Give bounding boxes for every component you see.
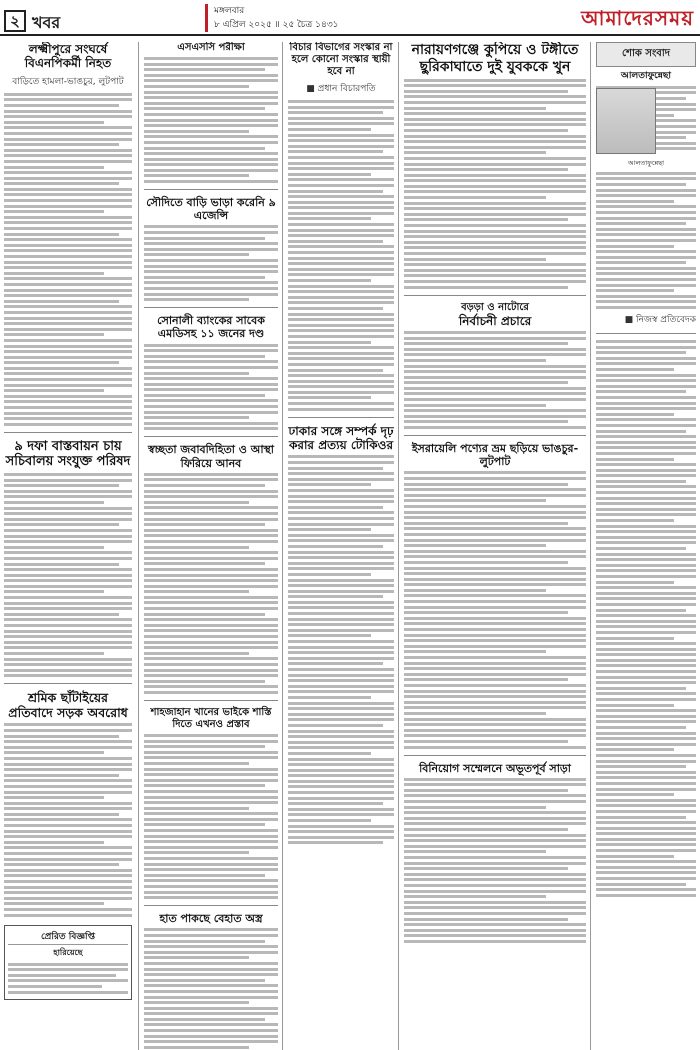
article-investment [404, 762, 586, 943]
article-transparency [144, 443, 278, 694]
divider [144, 700, 278, 701]
dateline [205, 4, 339, 32]
article-headline: নির্বাচনী প্রচারে [458, 313, 532, 328]
article-headline: শাহজাহান খানের ভাইকে শাস্তি দিতে এখনও প্রস্তাব [150, 706, 272, 730]
article-chief-justice [288, 42, 394, 411]
article-body [144, 57, 278, 183]
article-body [144, 473, 278, 694]
article-headline: সৌদিতে বাড়ি ভাড়া করেনি ৯ এজেন্সি [146, 196, 276, 223]
newspaper-logo: আমাদেরসময় [581, 6, 694, 30]
article-body [144, 225, 278, 301]
article-headline: ঢাকার সঙ্গে সম্পর্ক দৃঢ় করার প্রত্যয় টোকিওর [288, 423, 394, 453]
article-body [4, 473, 132, 677]
obituary-body [596, 86, 696, 327]
divider [596, 333, 696, 334]
article-body [404, 79, 586, 289]
divider [144, 189, 278, 190]
article-headline: সোনালী ব্যাংকের সাবেক এমডিসহ ১১ জনের দণ্ড [157, 314, 265, 341]
article-body [4, 723, 132, 916]
classified-ad [4, 925, 132, 1001]
continued-stories [596, 340, 696, 897]
portrait-photo [596, 88, 656, 154]
column-1 [4, 42, 132, 1050]
article-byline: ■ প্রধান বিচারপতি [306, 84, 376, 94]
photo-caption: আলতাফুন্নেছা [627, 158, 665, 167]
article-body [4, 93, 132, 426]
column-rule [590, 42, 591, 1050]
article-election [404, 314, 586, 429]
divider [144, 307, 278, 308]
divider [404, 435, 586, 436]
column-4-5 [404, 42, 586, 1050]
divider [4, 432, 132, 433]
article-lead-murders [404, 42, 586, 289]
article-body [288, 100, 394, 411]
article-body [404, 471, 586, 748]
article-secretariat [4, 439, 132, 678]
article-shahjahan [144, 707, 278, 899]
article-body [404, 331, 586, 429]
article-kicker: এসএসসি পরীক্ষা [177, 42, 245, 53]
divider [144, 436, 278, 437]
ad-subtitle: হারিয়েছে [53, 947, 83, 957]
obituary-footer: ■ নিজস্ব প্রতিবেদক [624, 315, 696, 326]
divider [4, 683, 132, 684]
section-kicker: বড়ড়া ও নাটোরে [461, 301, 529, 313]
article-saudi [144, 196, 278, 301]
article-body [144, 928, 278, 1050]
article-body [288, 455, 394, 844]
article-headline: বিনিয়োগ সম্মেলনে অভূতপূর্ব সাড়া [419, 761, 571, 775]
column-obituary [596, 42, 696, 1050]
column-2 [144, 42, 278, 1050]
ad-body [8, 963, 128, 994]
day-label: মঙ্গলবার [214, 6, 245, 16]
date-label: ৮ এপ্রিল ২০২৫ ॥ ২৫ চৈত্র ১৪৩১ [214, 20, 339, 30]
article-body [144, 344, 278, 431]
article-headline: ইসরায়েলি পণ্যের ভ্রম ছড়িয়ে ভাঙচুর-লুটপাট [411, 442, 579, 469]
article-tokyo [288, 424, 394, 845]
article-lakshmipur [4, 42, 132, 426]
article-headline: লক্ষ্মীপুরে সংঘর্ষে বিএনপিকর্মী নিহত [24, 42, 112, 71]
divider [288, 417, 394, 418]
page-number: ২ [4, 10, 26, 32]
column-rule [282, 42, 283, 1050]
column-3 [288, 42, 394, 1050]
article-body [144, 734, 278, 899]
ad-title: প্রেরিত বিজ্ঞপ্তি [8, 929, 128, 945]
divider [404, 295, 586, 296]
divider [144, 905, 278, 906]
section-name: খবর [32, 13, 61, 32]
article-headline: বিচার বিভাগের সংস্কার না হলে কোনো সংস্কার স্থায়ী হবে না [289, 42, 393, 77]
article-sonali-bank [144, 314, 278, 430]
column-rule [398, 42, 399, 1050]
article-headline: ৯ দফা বাস্তবায়ন চায় সচিবালয় সংযুক্ত পরিষদ [5, 438, 131, 470]
article-headline: হাত পাকছে বেহাত অস্ত্র [159, 912, 263, 926]
article-headline: নারায়ণগঞ্জে কুপিয়ে ও টঙ্গীতে ছুরিকাঘাতে দুই যুবককে খুন [411, 42, 579, 75]
article-headline: স্বচ্ছতা জবাবদিহিতা ও আস্থা ফিরিয়ে আনব [147, 443, 274, 470]
article-ssc [144, 42, 278, 183]
article-byline: বাড়িতে হামলা-ভাঙচুর, লুটপাট [12, 76, 124, 87]
masthead [0, 0, 700, 36]
obituary-name: আলতাফুন্নেছা [621, 71, 671, 81]
divider [404, 755, 586, 756]
article-body [404, 778, 586, 943]
article-vandalism [404, 442, 586, 748]
column-rule [138, 42, 139, 1050]
article-headline: শ্রমিক ছাঁটাইয়ের প্রতিবাদে সড়ক অবরোধ [8, 690, 128, 721]
article-arms [144, 912, 278, 1050]
obituary-header: শোক সংবাদ [596, 42, 696, 67]
article-worker-protest [4, 690, 132, 916]
